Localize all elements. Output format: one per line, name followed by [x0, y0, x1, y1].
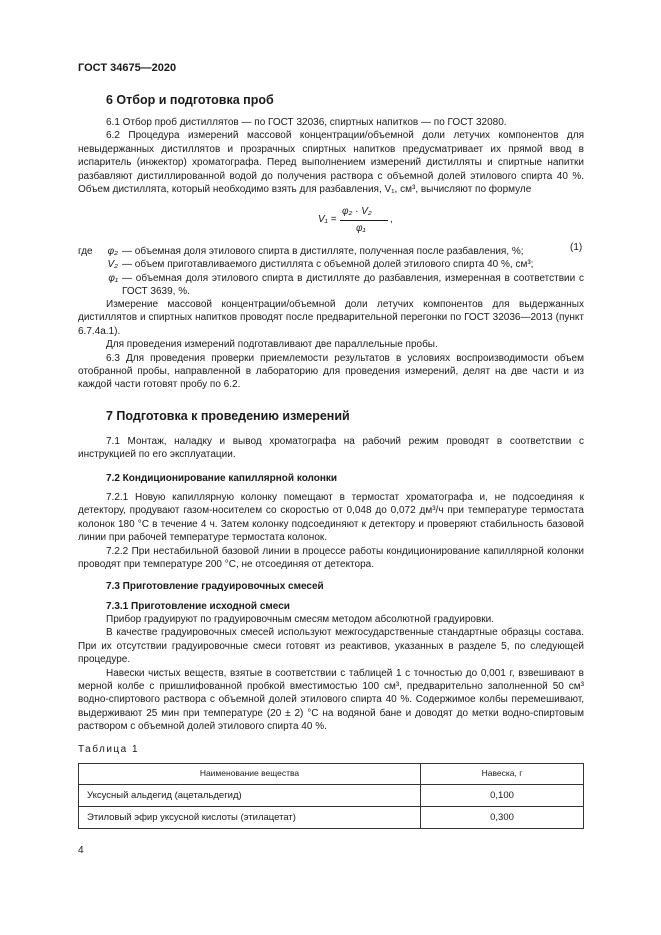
- table-row: [79, 807, 584, 829]
- section-7-heading: 7 Подготовка к проведению измерений: [106, 409, 350, 423]
- table-1-caption: Таблица 1: [78, 744, 140, 755]
- legend-symbol: V₂: [107, 259, 118, 271]
- paragraph-7-1: 7.1 Монтаж, наладку и вывод хроматографа на рабочий режим проводят в соответствии с инструкцией по его эксплуатации.: [78, 436, 584, 461]
- table-row: [79, 785, 584, 807]
- formula-tail: ,: [390, 214, 393, 225]
- section-6-text-bottom: [78, 298, 584, 392]
- section-7-1: [78, 435, 584, 462]
- legend-symbol: φ₂: [107, 246, 118, 257]
- legend-description: — объемная доля этилового спирта в дистилляте, полученная после разбавления, %;: [122, 246, 524, 257]
- formula-denominator: φ₁: [356, 223, 366, 234]
- paragraph-6-3: 6.3 Для проведения проверки приемлемости результатов в условиях воспроизводимости объем отобранной пробы, направленной в лабораторию для проведения измерений, делят на две части и из каждой части готовят пробу по 6.2.: [78, 352, 584, 391]
- table-1: [78, 763, 584, 829]
- subsection-7-2-heading: 7.2 Кондиционирование капиллярной колонки: [106, 473, 338, 484]
- section-7-2-text: [78, 491, 584, 571]
- formula-number: (1): [570, 242, 583, 253]
- paragraph-7-3-1-c: Навески чистых веществ, взятые в соответствии с таблицей 1 с точностью до 0,001 г, взвешивают в мерной колбе с пришлифованной пробкой вместимостью 100 см³, предварительно заполненной 50 см³ водно-спиртового раствора с объемной долей этилового спирта 40 %. Содержимое колбы перемешивают, выдерживают 25 мин при температуре (20 ± 2) °С на водяной бане и доводят до метки водно-спиртовым раствором с объемной долей этилового спирта 40 %.: [78, 667, 584, 733]
- cell-weight: 0,100: [421, 785, 584, 807]
- paragraph-7-3-1-a: Прибор градуируют по градуировочным смесям методом абсолютной градуировки.: [106, 614, 495, 625]
- section-6-heading: 6 Отбор и подготовка проб: [106, 93, 274, 107]
- cell-substance: Этиловый эфир уксусной кислоты (этилацетат): [79, 807, 421, 829]
- where-word: где: [78, 246, 93, 257]
- formula-1: [318, 205, 418, 235]
- standard-designation: ГОСТ 34675—2020: [78, 62, 177, 74]
- page-number: 4: [78, 845, 84, 856]
- formula-fraction-bar: [340, 220, 388, 221]
- legend-symbol: φ₁: [108, 272, 118, 284]
- legend-description: — объемная доля этилового спирта в дистилляте до разбавления, измеренная в соответствии с ГОСТ 3639, %.: [122, 272, 584, 298]
- paragraph-7-3-1-b: В качестве градуировочных смесей используют межгосударственные стандартные образцы состава. При их отсутствии градуировочные смеси готовят из реактивов, указанных в разделе 5, по следующей процедуре.: [78, 627, 584, 666]
- paragraph-6-1: 6.1 Отбор проб дистиллятов — по ГОСТ 32036, спиртных напитков — по ГОСТ 32080.: [106, 117, 507, 128]
- paragraph-6-2-samples: Для проведения измерений подготавливают две параллельные пробы.: [106, 339, 438, 351]
- cell-weight: 0,300: [421, 807, 584, 829]
- subsection-7-3-heading: 7.3 Приготовление градуировочных смесей: [106, 581, 324, 592]
- formula-numerator: φ₂ · V₂: [342, 206, 372, 217]
- subsection-7-3-1-heading: 7.3.1 Приготовление исходной смеси: [106, 601, 290, 612]
- formula-legend: [78, 245, 584, 299]
- formula-lhs: V₁ =: [318, 214, 337, 225]
- cell-substance: Уксусный альдегид (ацетальдегид): [79, 785, 421, 807]
- paragraph-7-2-1: 7.2.1 Новую капиллярную колонку помещают в термостат хроматографа и, не подсоединяя к детектору, продувают газом-носителем со скоростью от 0,048 до 0,072 дм³/ч при температуре термостата колонок 180 °С в течение 4 ч. Затем колонку подсоединяют к детектору и проверяют стабильность базовой линии при рабочей температуре термостата колонок.: [78, 492, 584, 544]
- legend-row: [78, 272, 584, 299]
- paragraph-6-2: 6.2 Процедура измерений массовой концентрации/объемной доли летучих компонентов для невыдержанных дистиллятов и прозрачных спиртных напитков предусматривает их прямой ввод в испаритель (инжектор) хроматографа. Перед выполнением измерений дистилляты и спиртные напитки разбавляют дистиллированной водой до получения раствора с объемной долей этилового спирта 40 %. Объем дистиллята, который необходимо взять для разбавления, V₁, см³, вычисляют по формуле: [78, 130, 584, 196]
- section-7-3-1-text: [78, 613, 584, 734]
- legend-row: [78, 245, 584, 258]
- column-header-substance: Наименование вещества: [79, 764, 421, 785]
- legend-row: [78, 258, 584, 271]
- table-header-row: [79, 764, 584, 785]
- section-6-text-top: [78, 116, 584, 196]
- paragraph-7-2-2: 7.2.2 При нестабильной базовой линии в процессе работы кондиционирование капиллярной колонки проводят при температуре 200 °С, не отсоединяя от детектора.: [78, 545, 584, 571]
- legend-description: — объем приготавливаемого дистиллята с объемной долей этилового спирта 40 %, см³;: [122, 259, 534, 271]
- column-header-weight: Навеска, г: [421, 764, 584, 785]
- paragraph-6-2-extra: Измерение массовой концентрации/объемной доли летучих компонентов для выдержанных дистиллятов и спиртных напитков проводят после предварительной перегонки по ГОСТ 32036—2013 (пункт 6.7.4а.1).: [78, 299, 584, 337]
